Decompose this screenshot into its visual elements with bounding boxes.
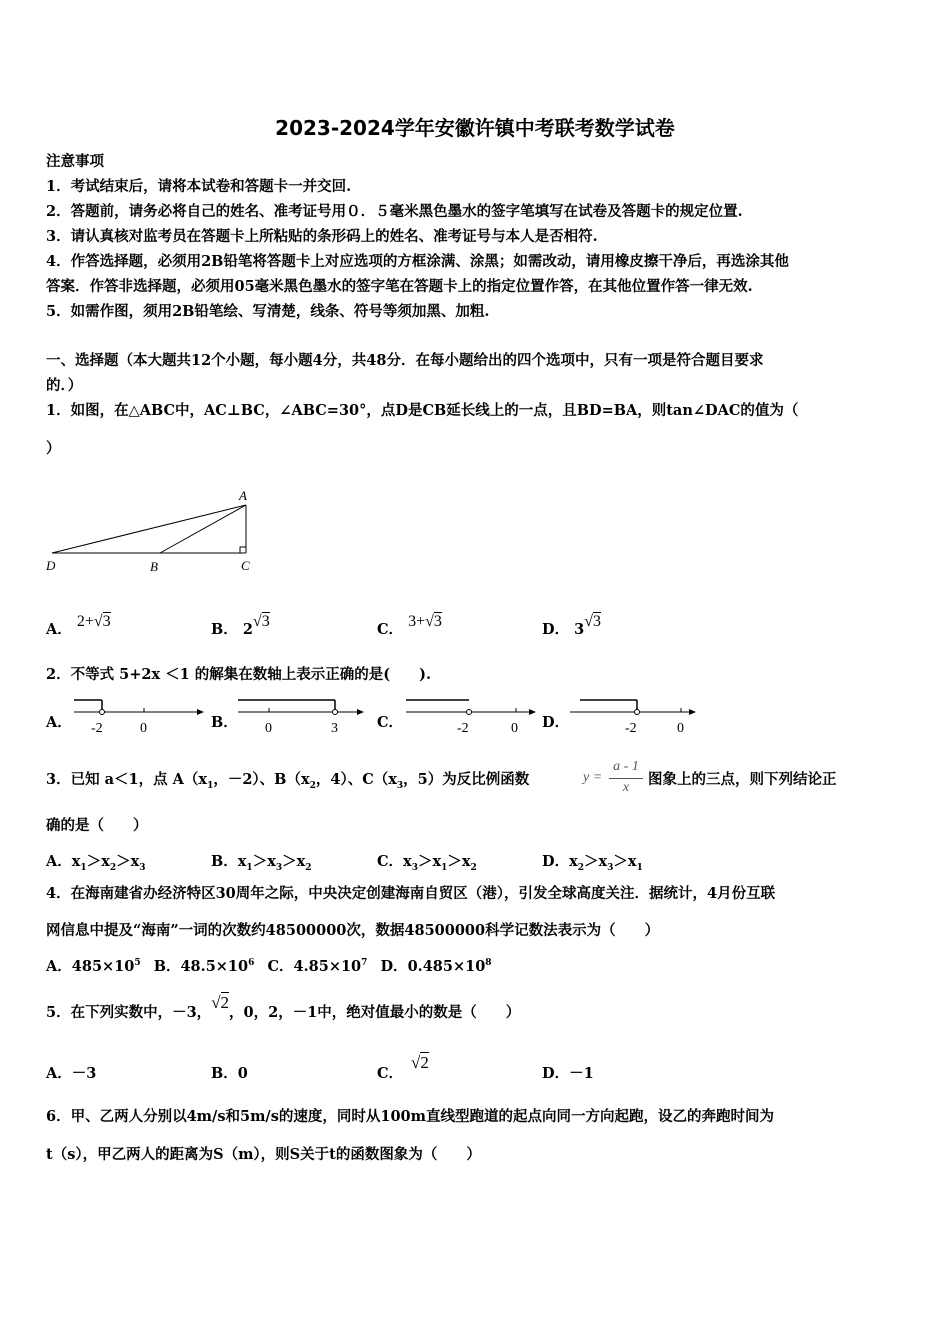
q2-option-b-numberline[interactable] [236, 696, 366, 738]
q4-options-row [46, 955, 492, 976]
q2-option-c-label[interactable]: C． [377, 714, 404, 731]
question-4-text: 4．在海南建省办经济特区30周年之际，中央决定创建海南自贸区（港），引发全球高度关注．据统计，4月份互联 [46, 885, 776, 902]
notice-item: 4．作答选择题，必须用2B铅笔将答题卡上对应选项的方框涂满、涂黑；如需改动，请用橡皮擦干净后，再选涂其他 [46, 253, 789, 270]
q5-option-b[interactable]: B．0 [211, 1065, 248, 1082]
svg-text:0: 0 [140, 721, 147, 736]
notice-item: 答案．作答非选择题，必须用05毫米黑色墨水的签字笔在答题卡上的指定位置作答，在其他位置作答一律无效. [46, 278, 753, 295]
q2-option-d-numberline[interactable] [568, 696, 703, 738]
q4-option-c[interactable]: C．$4.85\times 10^7$ [267, 958, 368, 975]
section-heading-cont: 的．） [46, 377, 83, 394]
q2-option-a-label[interactable]: A． [46, 714, 72, 731]
right-angle-mark [240, 547, 246, 553]
q2-option-c-numberline[interactable] [404, 696, 539, 738]
q3-option-d[interactable]: D．$x_2>x_3>x_1$ [542, 853, 643, 873]
question-3-text-tail: 图象上的三点，则下列结论正 [648, 771, 837, 788]
q5-option-c[interactable]: C．√2 [377, 1053, 429, 1082]
q4-option-a[interactable]: A．$485\times 10^5$ [46, 958, 141, 975]
segment-ba [160, 505, 246, 553]
question-2-text: 2．不等式 5+2x ＜1 的解集在数轴上表示正确的是( ). [46, 666, 432, 683]
q2-option-d-label[interactable]: D． [542, 714, 570, 731]
svg-text:0: 0 [511, 721, 518, 736]
svg-text:-2: -2 [457, 721, 469, 736]
q1-option-b[interactable]: B． 2√3 [211, 613, 270, 638]
svg-text:0: 0 [265, 721, 272, 736]
q3-option-a[interactable]: A．$x_1>x_2>x_3$ [46, 853, 146, 873]
question-3-text: 3．已知 a＜1，点 $A(x_1$，－2）、$B(x_2$，4）、$C(x_3$，5）为反比例函数 [46, 771, 530, 791]
question-5-text: 5．在下列实数中，－3，√2，0，2，－1中，绝对值最小的数是（ ） [46, 993, 521, 1021]
point-label-a: A [239, 488, 247, 503]
q5-option-a[interactable]: A．－3 [46, 1065, 97, 1082]
q4-option-b[interactable]: B．$48.5\times 10^6$ [153, 958, 255, 975]
triangle-figure [40, 482, 270, 582]
q2-option-b-label[interactable]: B． [211, 714, 238, 731]
section-heading: 一、选择题（本大题共12个小题，每小题4分，共48分．在每小题给出的四个选项中，只有一项是符合题目要求 [46, 352, 764, 369]
question-6-text: 6．甲、乙两人分别以4m/s和5m/s的速度，同时从100m直线型跑道的起点向同一方向起跑，设乙的奔跑时间为 [46, 1108, 774, 1125]
q1-option-c[interactable]: C． 3+√3 [377, 613, 442, 638]
notice-item: 3．请认真核对监考员在答题卡上所粘贴的条形码上的姓名、准考证号与本人是否相符. [46, 228, 598, 245]
svg-text:-2: -2 [625, 721, 637, 736]
page-title: 2023-2024学年安徽许镇中考联考数学试卷 [275, 116, 675, 140]
notice-item: 5．如需作图，须用2B铅笔绘、写清楚，线条、符号等须加黑、加粗. [46, 303, 490, 320]
question-4-text-cont: 网信息中提及“海南”一词的次数约48500000次，数据48500000科学记数法表示为（ ） [46, 922, 660, 939]
q4-option-d[interactable]: D．$0.485\times 10^8$ [380, 958, 492, 975]
q1-option-a[interactable]: A． 2+√3 [46, 613, 111, 638]
q1-option-d[interactable]: D． 3√3 [542, 613, 602, 638]
q2-option-a-numberline[interactable] [72, 696, 207, 738]
svg-text:0: 0 [677, 721, 684, 736]
q3-option-b[interactable]: B．$x_1>x_3>x_2$ [211, 853, 312, 873]
point-label-d: D [46, 558, 56, 573]
segment-da [52, 505, 246, 553]
notice-item: 2．答题前，请务必将自己的姓名、准考证号用０．５毫米黑色墨水的签字笔填写在试卷及答题卡的规定位置. [46, 203, 743, 220]
svg-text:3: 3 [331, 721, 338, 736]
question-1-text-cont: ） [46, 440, 61, 457]
q3-option-c[interactable]: C．$x_3>x_1>x_2$ [377, 853, 477, 873]
point-label-c: C [241, 558, 250, 573]
point-label-b: B [150, 559, 158, 574]
q5-option-d[interactable]: D．－1 [542, 1065, 594, 1082]
svg-text:-2: -2 [91, 721, 103, 736]
question-3-text-cont: 确的是（ ） [46, 817, 148, 834]
question-1-text: 1．如图，在△ABC中，AC⊥BC，∠ABC=30°，点D是CB延长线上的一点，且BD=BA，则tan∠DAC的值为（ [46, 402, 799, 419]
notice-heading: 注意事项 [46, 153, 104, 170]
notice-item: 1．考试结束后，请将本试卷和答题卡一并交回. [46, 178, 352, 195]
inverse-function-formula: y = a - 1 x [583, 759, 645, 799]
question-6-text-cont: t（s），甲乙两人的距离为S（m），则S关于t的函数图象为（ ） [46, 1146, 481, 1163]
